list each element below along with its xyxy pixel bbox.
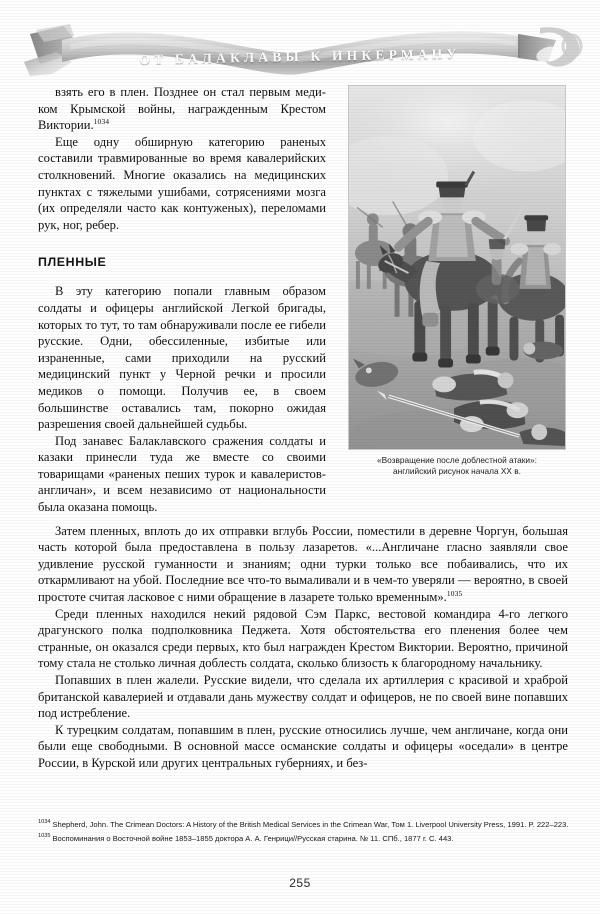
paragraph-6: Среди пленных находился некий рядовой Сэм Паркс, вестовой командира 4-го легкого драгунского полка подполковника Педжета. Хотя обстоятельства его пленения более чем странные, он оказался среди первых, кто был награжден Крестом Виктории. Вероятно, причиной тому стала не столько личная доблесть солдата, сколько близость к благородному начальнику. [38,606,568,671]
footnote-1035-number: 1035 [38,833,51,840]
section-heading: ПЛЕННЫЕ [38,255,107,270]
footnote-1035 [38,834,570,845]
footnote-ref-1034: 1034 [93,117,110,126]
footnote-1034 [38,820,570,831]
running-head-title: ОТ БАЛАКЛАВЫ К ИНКЕРМАНУ [139,45,461,68]
footnote-1035-text: Воспоминания о Восточной войне 1853–1855 доктора А. А. Генрици//Русская старина. № 11. СПб., 1877 г. С. 443. [52,833,454,843]
page-number: 255 [289,876,311,890]
paragraph-5-text: Затем пленных, вплоть до их отправки вглубь России, поместили в деревне Чоргун, большая часть которой была предоставлена в пользу лазаретов. «...Англичане гласно заявляли свое удивление русской гуманности и знаниям; одни турки только все побаивались, что их откармливают на убой. Последние все что-то вымаливали и в чем-то уверяли — вероятно, в своей простоте считая ласковое с ними обращение в лазарете только временным». [38,523,568,605]
ribbon-graphic [0,18,600,80]
paragraph-1-text: взять его в плен. Позднее он стал первым медиком Крымской войны, награжденным Крестом Виктории. [38,85,326,133]
body-text [38,84,568,772]
paragraph-5 [38,523,568,606]
footnote-1034-text: Shepherd, John. The Crimean Doctors: A History of the British Medical Services in the Crimean War, Том 1. Liverpool University Press, 1991. P. 222–223. [52,820,569,829]
figure-caption-line-2: английский рисунок начала XX в. [393,466,521,477]
paragraph-7: Попавших в плен жалели. Русские видели, что сделала их артиллерия с красивой и храброй британской кавалерией и отдавали дань мужеству солдат и офицеров, не по своей вине попавших под истребление. [38,673,568,721]
running-head-ribbon [0,18,600,80]
footnote-ref-1035: 1035 [446,588,463,598]
paragraph-8: К турецким солдатам, попавшим в плен, русские относились лучше, чем англичане, когда они были еще свободными. В основной массе османские солдаты и офицеры «оседали» в центре России, в Курской или других центральных губерниях, и без- [38,722,568,770]
paragraph-4: Под занавес Балаклавского сражения солдаты и казаки принесли туда же вместе со своими товарищами «раненых пеших турок и кавалеристов-англичан», и всем независимо от национальности была оказана помощь. [38,433,326,515]
paragraph-1 [38,84,326,134]
paragraph-2: Еще одну обширную категорию раненых составили травмированные во время кавалерийских столкновений. Многие оказались на медицинских пунктах с тяжелыми ушибами, сотрясениями мозга (их определяли часто как контуженых), переломами рук, ног, ребер. [38,134,326,232]
footnote-1034-number: 1034 [38,819,51,826]
footnote-area [38,818,570,847]
figure-caption-line-1: «Возвращение после доблестной атаки»: [377,455,537,465]
paragraph-3: В эту категорию попали главным образом солдаты и офицеры английской Легкой бригады, которых то тут, то там обнаруживали после ее гибели русские. Одни, обессиленные, избитые или израненные, сами приходили на русский медицинский пункт у Черной речки и просили медиков о помощи. Получив ее, в своем большинстве оставались там, покорно ожидая разрешения своей дальнейшей судьбы. [38,284,326,432]
